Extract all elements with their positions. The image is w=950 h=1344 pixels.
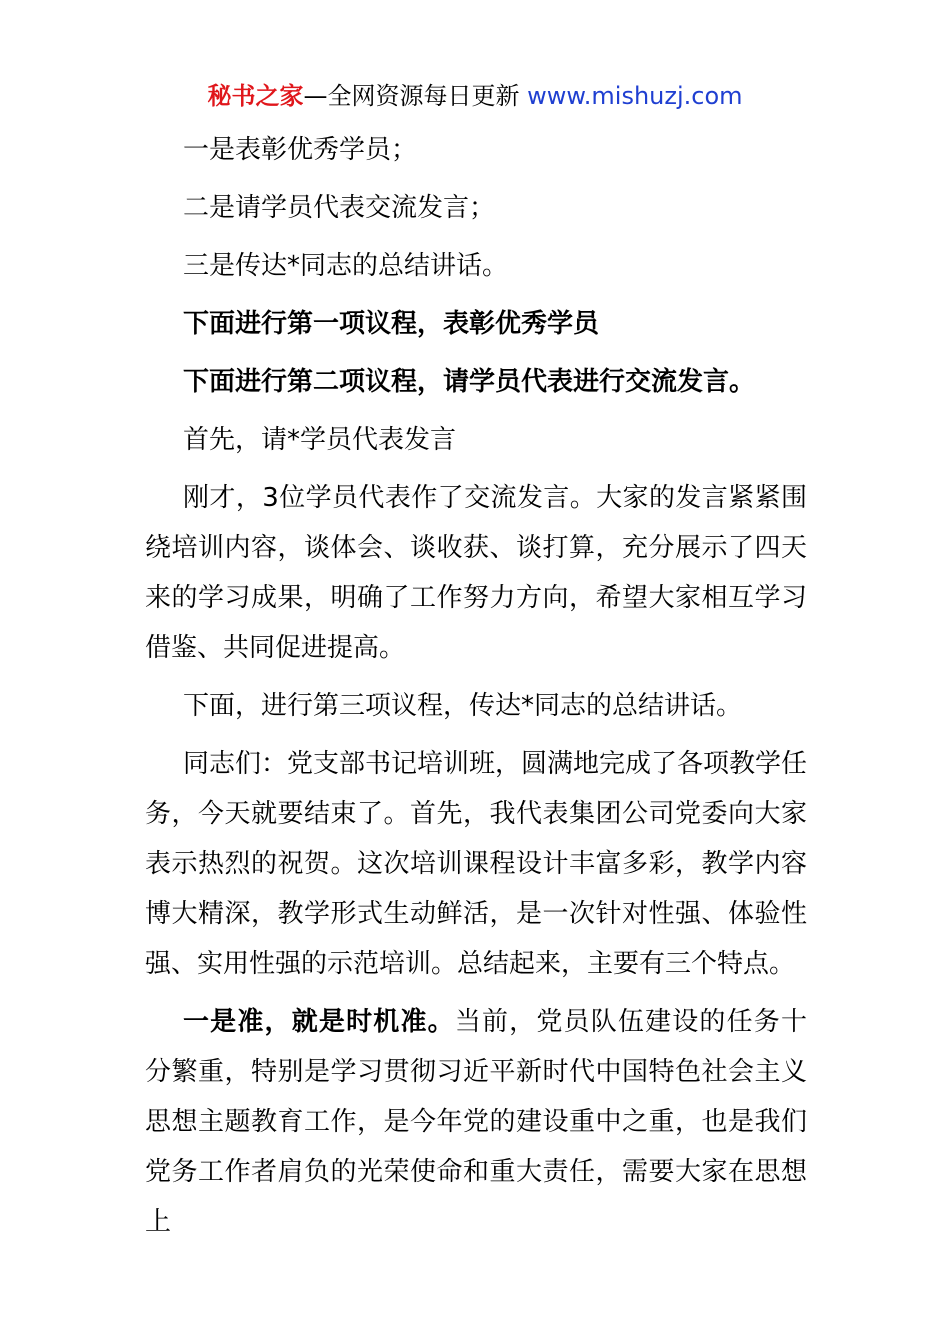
paragraph-agenda-3: 三是传达*同志的总结讲话。 <box>183 251 509 281</box>
site-brand: 秘书之家 <box>207 82 304 110</box>
site-header <box>0 80 950 112</box>
paragraph-speech-opening: 同志们：党支部书记培训班，圆满地完成了各项教学任务，今天就要结束了。首先，我代表集团公司党委向大家表示热烈的祝贺。这次培训课程设计丰富多彩，教学内容博大精深，教学形式生动鲜活，是一次针对性强、体验性强、实用性强的示范培训。总结起来，主要有三个特点。 <box>145 749 808 979</box>
paragraph-item-3: 下面，进行第三项议程，传达*同志的总结讲话。 <box>183 691 743 721</box>
paragraph-item-1-heading: 下面进行第一项议程，表彰优秀学员 <box>183 309 600 339</box>
paragraph-first-speaker: 首先，请*学员代表发言 <box>183 425 457 455</box>
paragraph-agenda-1: 一是表彰优秀学员； <box>183 135 418 165</box>
site-slogan: —全网资源每日更新 <box>303 82 520 110</box>
paragraph-item-2-heading: 下面进行第二项议程，请学员代表进行交流发言。 <box>183 367 756 397</box>
paragraph-agenda-2: 二是请学员代表交流发言； <box>183 193 496 223</box>
document-body <box>145 125 807 1255</box>
paragraph-feature-1-text: 当前，党员队伍建设的任务十分繁重，特别是学习贯彻习近平新时代中国特色社会主义思想主题教育工作，是今年党的建设重中之重，也是我们党务工作者肩负的光荣使命和重大责任，需要大家在思想上 <box>145 1007 807 1237</box>
paragraph-feature-1 <box>145 997 807 1247</box>
paragraph-summary-exchange: 刚才，3位学员代表作了交流发言。大家的发言紧紧围绕培训内容，谈体会、谈收获、谈打算，充分展示了四天来的学习成果，明确了工作努力方向，希望大家相互学习借鉴、共同促进提高。 <box>145 483 807 663</box>
paragraph-feature-1-lead: 一是准，就是时机准。 <box>183 1007 455 1037</box>
site-url-link[interactable]: www.mishuzj.com <box>527 82 743 110</box>
